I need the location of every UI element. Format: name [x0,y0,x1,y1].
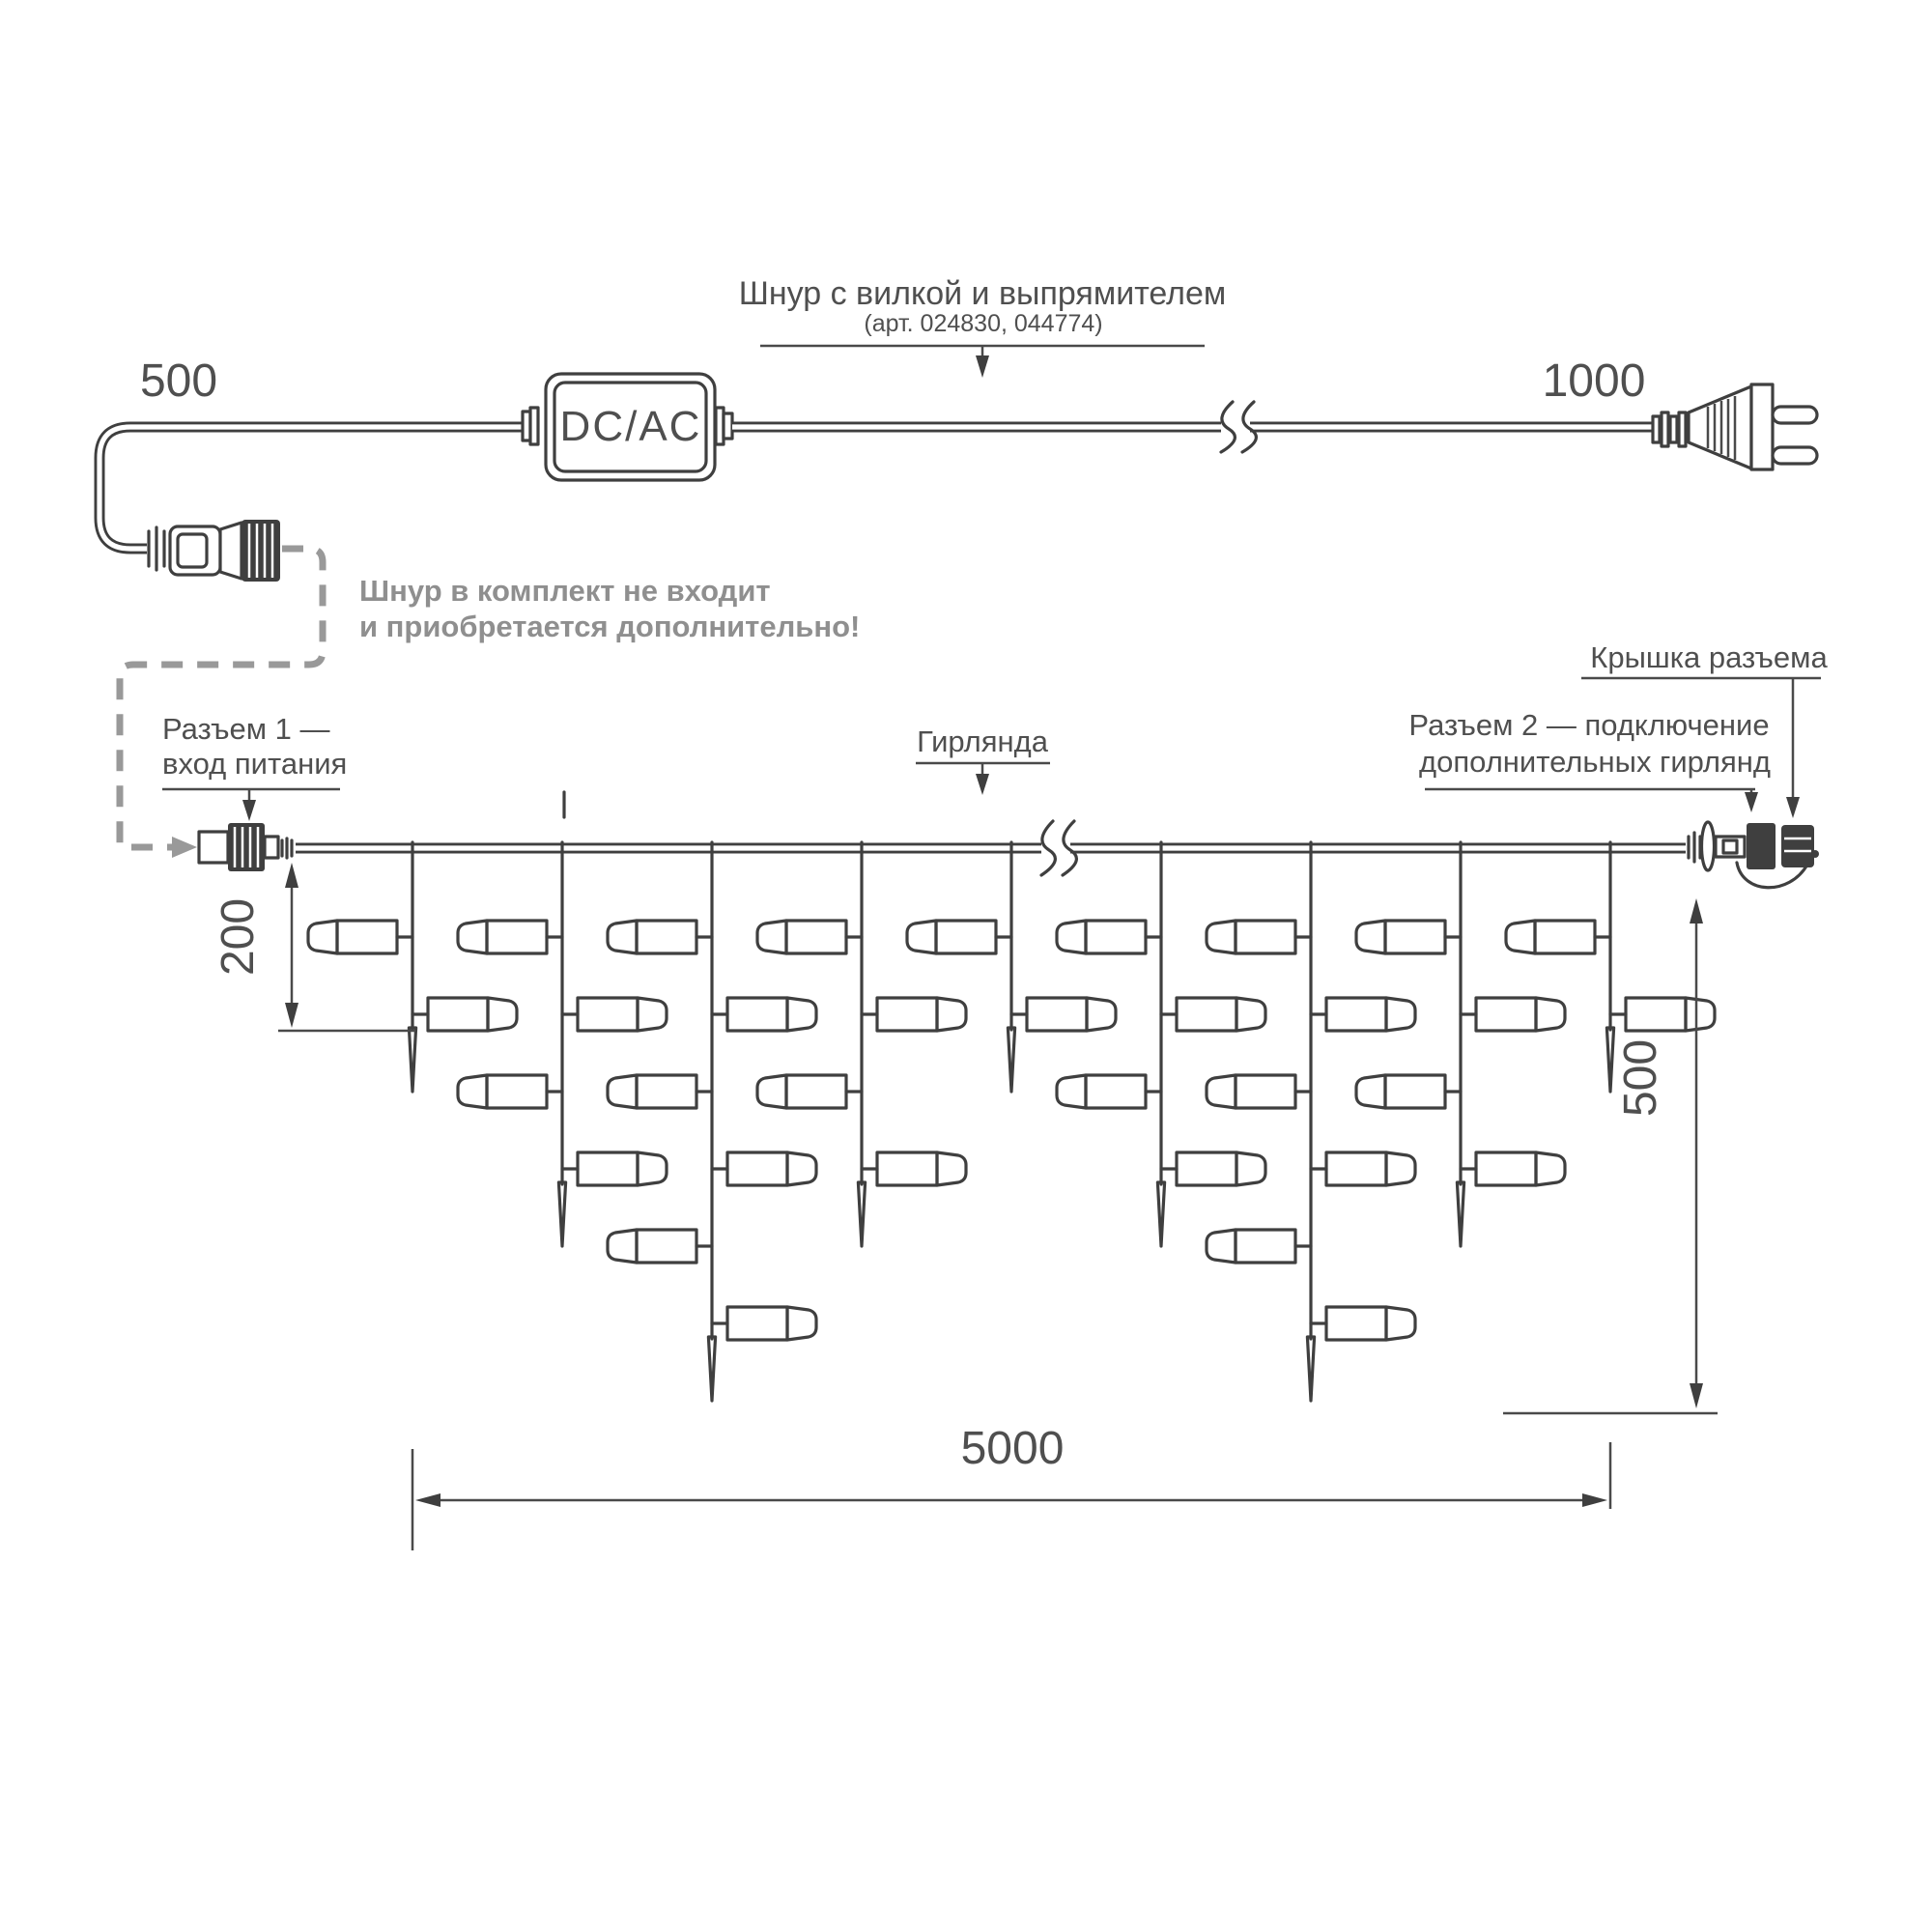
dcac-converter [523,374,732,480]
bulb-cap-icon [308,921,337,953]
bulb-body-icon [936,921,996,953]
drop-spike-icon [409,1028,415,1092]
bulb-body-icon [1027,998,1087,1031]
drops-layer [308,842,1715,1401]
cap-label-text: Крышка разъема [1590,640,1828,674]
bulb-cap-icon [1506,921,1535,953]
connector1-label-line1: Разъем 1 — [162,712,330,746]
bulb-cap-icon [757,1075,786,1108]
bulb-body-icon [877,1152,937,1185]
drop-spike-icon [1307,1337,1314,1401]
cord-subtitle: (арт. 024830, 044774) [864,310,1103,337]
bulb-body-icon [1535,921,1595,953]
dimension-200-value: 200 [213,897,264,977]
drop-spike-icon [708,1337,715,1401]
bulb-cap-icon [608,1075,637,1108]
bulb-body-icon [1326,998,1386,1031]
bulb-cap-icon [937,998,966,1031]
bulb-cap-icon [1536,1152,1565,1185]
bulb-cap-icon [1057,921,1086,953]
bulb-body-icon [637,921,696,953]
cord-label [739,275,1227,378]
bulb-body-icon [1326,1307,1386,1340]
bulb-cap-icon [608,921,637,953]
bulb-body-icon [487,921,547,953]
bulb-cap-icon [1386,998,1415,1031]
drop-spike-icon [858,1182,865,1246]
note-line2: и приобретается дополнительно! [359,610,861,643]
bulb-body-icon [637,1075,696,1108]
cord-title: Шнур с вилкой и выпрямителем [738,275,1227,312]
bulb-cap-icon [787,998,816,1031]
drop-spike-icon [1606,1028,1613,1092]
bulb-body-icon [1626,998,1686,1031]
bulb-cap-icon [1207,1075,1236,1108]
drop-spike-icon [1457,1182,1463,1246]
dimensions [213,863,1718,1550]
bulb-cap-icon [907,921,936,953]
bulb-cap-icon [458,1075,487,1108]
connector1-label-line2: вход питания [162,747,348,781]
bulb-cap-icon [638,998,667,1031]
bulb-body-icon [786,1075,846,1108]
bulb-body-icon [1086,1075,1146,1108]
bulb-cap-icon [1236,998,1265,1031]
bulb-body-icon [578,998,638,1031]
connector2-icon [1689,822,1819,888]
bulb-cap-icon [1236,1152,1265,1185]
garland-assembly [162,640,1828,1401]
bulb-body-icon [1236,1230,1295,1263]
bulb-body-icon [1086,921,1146,953]
bulb-cap-icon [1536,998,1565,1031]
bulb-cap-icon [1386,1152,1415,1185]
garland-label-text: Гирлянда [917,724,1048,758]
bulb-cap-icon [608,1230,637,1263]
bulb-body-icon [1236,1075,1295,1108]
bulb-body-icon [1385,1075,1445,1108]
bulb-cap-icon [1386,1307,1415,1340]
drop-spike-icon [558,1182,565,1246]
connector2-label [1408,708,1771,812]
drop-spike-icon [1157,1182,1164,1246]
bulb-cap-icon [787,1152,816,1185]
bulb-cap-icon [757,921,786,953]
bulb-cap-icon [937,1152,966,1185]
bulb-body-icon [428,998,488,1031]
dashed-arrowhead-icon [172,837,197,858]
note-line1: Шнур в комплект не входит [359,574,771,608]
bulb-body-icon [1476,1152,1536,1185]
bulb-body-icon [487,1075,547,1108]
bulb-body-icon [578,1152,638,1185]
bulb-cap-icon [1207,921,1236,953]
power-plug-icon [1653,384,1817,469]
bulb-cap-icon [1207,1230,1236,1263]
cord-right-length: 1000 [1542,355,1646,407]
dimension-5000-value: 5000 [960,1423,1065,1474]
bulb-body-icon [1177,1152,1236,1185]
connector2-label-line1: Разъем 2 — подключение [1408,708,1770,742]
bulb-body-icon [786,921,846,953]
connector-cap-icon [1781,825,1814,867]
bulb-body-icon [637,1230,696,1263]
connector2-label-line2: дополнительных гирлянд [1419,745,1771,779]
bulb-cap-icon [488,998,517,1031]
dimension-500-value: 500 [1615,1038,1666,1118]
bulb-body-icon [1476,998,1536,1031]
dashed-connection-path [120,549,323,847]
cord-left-length: 500 [139,355,218,407]
drop-spike-icon [1008,1028,1014,1092]
bulb-body-icon [1236,921,1295,953]
cord-end-connector [149,520,280,582]
dimension-5000 [412,1423,1610,1550]
bulb-cap-icon [1356,1075,1385,1108]
garland-label [916,724,1050,795]
bulb-body-icon [877,998,937,1031]
bulb-cap-icon [1087,998,1116,1031]
connector1-icon [199,823,292,871]
bulb-body-icon [727,998,787,1031]
bulb-cap-icon [638,1152,667,1185]
dimension-200 [213,863,415,1031]
bulb-body-icon [727,1152,787,1185]
bulb-body-icon [1177,998,1236,1031]
bulb-cap-icon [1356,921,1385,953]
dcac-label: DC/AC [559,403,702,450]
bulb-cap-icon [1057,1075,1086,1108]
bulb-body-icon [337,921,397,953]
bulb-body-icon [727,1307,787,1340]
bulb-cap-icon [787,1307,816,1340]
bulb-cap-icon [458,921,487,953]
bulb-body-icon [1326,1152,1386,1185]
bulb-cap-icon [1686,998,1715,1031]
connector1-label [162,712,347,821]
bulb-body-icon [1385,921,1445,953]
